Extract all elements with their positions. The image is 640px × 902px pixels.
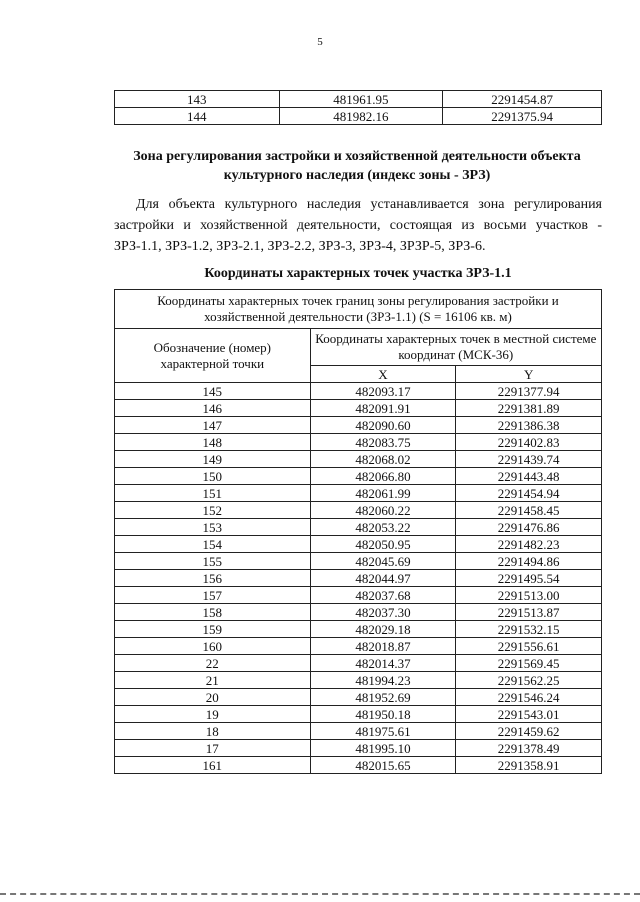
y-coordinate-cell: 2291495.54 — [456, 570, 602, 587]
header-x: X — [310, 366, 456, 383]
point-number-cell: 21 — [115, 672, 311, 689]
y-coordinate-cell: 2291482.23 — [456, 536, 602, 553]
x-coordinate-cell: 481950.18 — [310, 706, 456, 723]
y-coordinate-cell: 2291532.15 — [456, 621, 602, 638]
y-coordinate-cell: 2291543.01 — [456, 706, 602, 723]
point-number-cell: 144 — [115, 108, 280, 125]
table-heading: Координаты характерных точек участка ЗРЗ-1.1 — [204, 266, 512, 281]
y-coordinate-cell: 2291494.86 — [456, 553, 602, 570]
point-number-cell: 161 — [115, 757, 311, 774]
point-number-cell: 18 — [115, 723, 311, 740]
y-coordinate-cell: 2291402.83 — [456, 434, 602, 451]
point-number-cell: 143 — [115, 91, 280, 108]
y-coordinate-cell: 2291546.24 — [456, 689, 602, 706]
header-y: Y — [456, 366, 602, 383]
x-coordinate-cell: 481994.23 — [310, 672, 456, 689]
y-coordinate-cell: 2291513.00 — [456, 587, 602, 604]
point-number-cell: 156 — [115, 570, 311, 587]
point-number-cell: 154 — [115, 536, 311, 553]
body-paragraph: Для объекта культурного наследия устанавливается зона регулирования застройки и хозяйственной деятельности, состоящая из восьми участков - ЗРЗ-1.1, ЗРЗ-1.2, ЗРЗ-2.1, ЗРЗ-2.2, ЗРЗ-3, ЗРЗ-4, ЗРЗР-5, ЗРЗ-6. — [114, 197, 602, 254]
table-row — [115, 621, 602, 638]
table-row — [115, 587, 602, 604]
x-coordinate-cell: 482015.65 — [310, 757, 456, 774]
y-coordinate-cell: 2291458.45 — [456, 502, 602, 519]
x-coordinate-cell: 481995.10 — [310, 740, 456, 757]
table-row — [115, 689, 602, 706]
table-row — [115, 383, 602, 400]
point-number-cell: 151 — [115, 485, 311, 502]
y-coordinate-cell: 2291459.62 — [456, 723, 602, 740]
table-row — [115, 604, 602, 621]
y-coordinate-cell: 2291358.91 — [456, 757, 602, 774]
table-row — [115, 570, 602, 587]
x-coordinate-cell: 482083.75 — [310, 434, 456, 451]
point-number-cell: 146 — [115, 400, 311, 417]
y-coordinate-cell: 2291381.89 — [456, 400, 602, 417]
x-coordinate-cell: 482060.22 — [310, 502, 456, 519]
x-coordinate-cell: 482014.37 — [310, 655, 456, 672]
y-coordinate-cell: 2291439.74 — [456, 451, 602, 468]
x-coordinate-cell: 482091.91 — [310, 400, 456, 417]
point-number-cell: 148 — [115, 434, 311, 451]
header-coordinates-label: Координаты характерных точек в местной системе координат (МСК-36) — [310, 329, 601, 366]
table-row — [115, 417, 602, 434]
point-number-cell: 152 — [115, 502, 311, 519]
table-caption: Координаты характерных точек границ зоны регулирования застройки и хозяйственной деятельности (ЗРЗ-1.1) (S = 16106 кв. м) — [115, 290, 602, 329]
table-row — [115, 723, 602, 740]
header-point-label: Обозначение (номер) характерной точки — [115, 329, 311, 383]
y-coordinate-cell: 2291378.49 — [456, 740, 602, 757]
y-coordinate-cell: 2291513.87 — [456, 604, 602, 621]
x-coordinate-cell: 481961.95 — [279, 91, 443, 108]
point-number-cell: 149 — [115, 451, 311, 468]
table-row — [115, 91, 602, 108]
table-row — [115, 434, 602, 451]
x-coordinate-cell: 481975.61 — [310, 723, 456, 740]
table-row — [115, 400, 602, 417]
y-coordinate-cell: 2291454.94 — [456, 485, 602, 502]
table-row — [115, 502, 602, 519]
point-number-cell: 22 — [115, 655, 311, 672]
point-number-cell: 160 — [115, 638, 311, 655]
point-number-cell: 20 — [115, 689, 311, 706]
x-coordinate-cell: 482045.69 — [310, 553, 456, 570]
point-number-cell: 159 — [115, 621, 311, 638]
point-number-cell: 158 — [115, 604, 311, 621]
table-row — [115, 655, 602, 672]
page-bottom-rule — [0, 893, 640, 895]
table-row — [115, 451, 602, 468]
x-coordinate-cell: 482037.30 — [310, 604, 456, 621]
y-coordinate-cell: 2291443.48 — [456, 468, 602, 485]
x-coordinate-cell: 482029.18 — [310, 621, 456, 638]
table-row — [115, 757, 602, 774]
y-coordinate-cell: 2291562.25 — [456, 672, 602, 689]
x-coordinate-cell: 482061.99 — [310, 485, 456, 502]
table-row — [115, 536, 602, 553]
y-coordinate-cell: 2291375.94 — [443, 108, 602, 125]
y-coordinate-cell: 2291377.94 — [456, 383, 602, 400]
table-row — [115, 706, 602, 723]
table-row — [115, 672, 602, 689]
y-coordinate-cell: 2291476.86 — [456, 519, 602, 536]
point-number-cell: 17 — [115, 740, 311, 757]
x-coordinate-cell: 482037.68 — [310, 587, 456, 604]
x-coordinate-cell: 482066.80 — [310, 468, 456, 485]
point-number-cell: 153 — [115, 519, 311, 536]
y-coordinate-cell: 2291386.38 — [456, 417, 602, 434]
table-row — [115, 108, 602, 125]
y-coordinate-cell: 2291569.45 — [456, 655, 602, 672]
x-coordinate-cell: 481952.69 — [310, 689, 456, 706]
x-coordinate-cell: 482018.87 — [310, 638, 456, 655]
point-number-cell: 145 — [115, 383, 311, 400]
table-row — [115, 519, 602, 536]
y-coordinate-cell: 2291556.61 — [456, 638, 602, 655]
continued-coordinates-table — [114, 90, 602, 125]
x-coordinate-cell: 481982.16 — [279, 108, 443, 125]
x-coordinate-cell: 482044.97 — [310, 570, 456, 587]
table-row — [115, 468, 602, 485]
x-coordinate-cell: 482050.95 — [310, 536, 456, 553]
y-coordinate-cell: 2291454.87 — [443, 91, 602, 108]
table-row — [115, 553, 602, 570]
x-coordinate-cell: 482053.22 — [310, 519, 456, 536]
point-number-cell: 147 — [115, 417, 311, 434]
table-row — [115, 485, 602, 502]
x-coordinate-cell: 482093.17 — [310, 383, 456, 400]
point-number-cell: 150 — [115, 468, 311, 485]
point-number-cell: 19 — [115, 706, 311, 723]
x-coordinate-cell: 482090.60 — [310, 417, 456, 434]
zrz-1-1-coordinates-table — [114, 289, 602, 774]
table-row — [115, 740, 602, 757]
point-number-cell: 155 — [115, 553, 311, 570]
x-coordinate-cell: 482068.02 — [310, 451, 456, 468]
page-number: 5 — [317, 36, 323, 48]
point-number-cell: 157 — [115, 587, 311, 604]
section-heading: Зона регулирования застройки и хозяйственной деятельности объекта культурного наследия (индекс зоны - ЗРЗ) — [133, 149, 581, 183]
table-row — [115, 638, 602, 655]
